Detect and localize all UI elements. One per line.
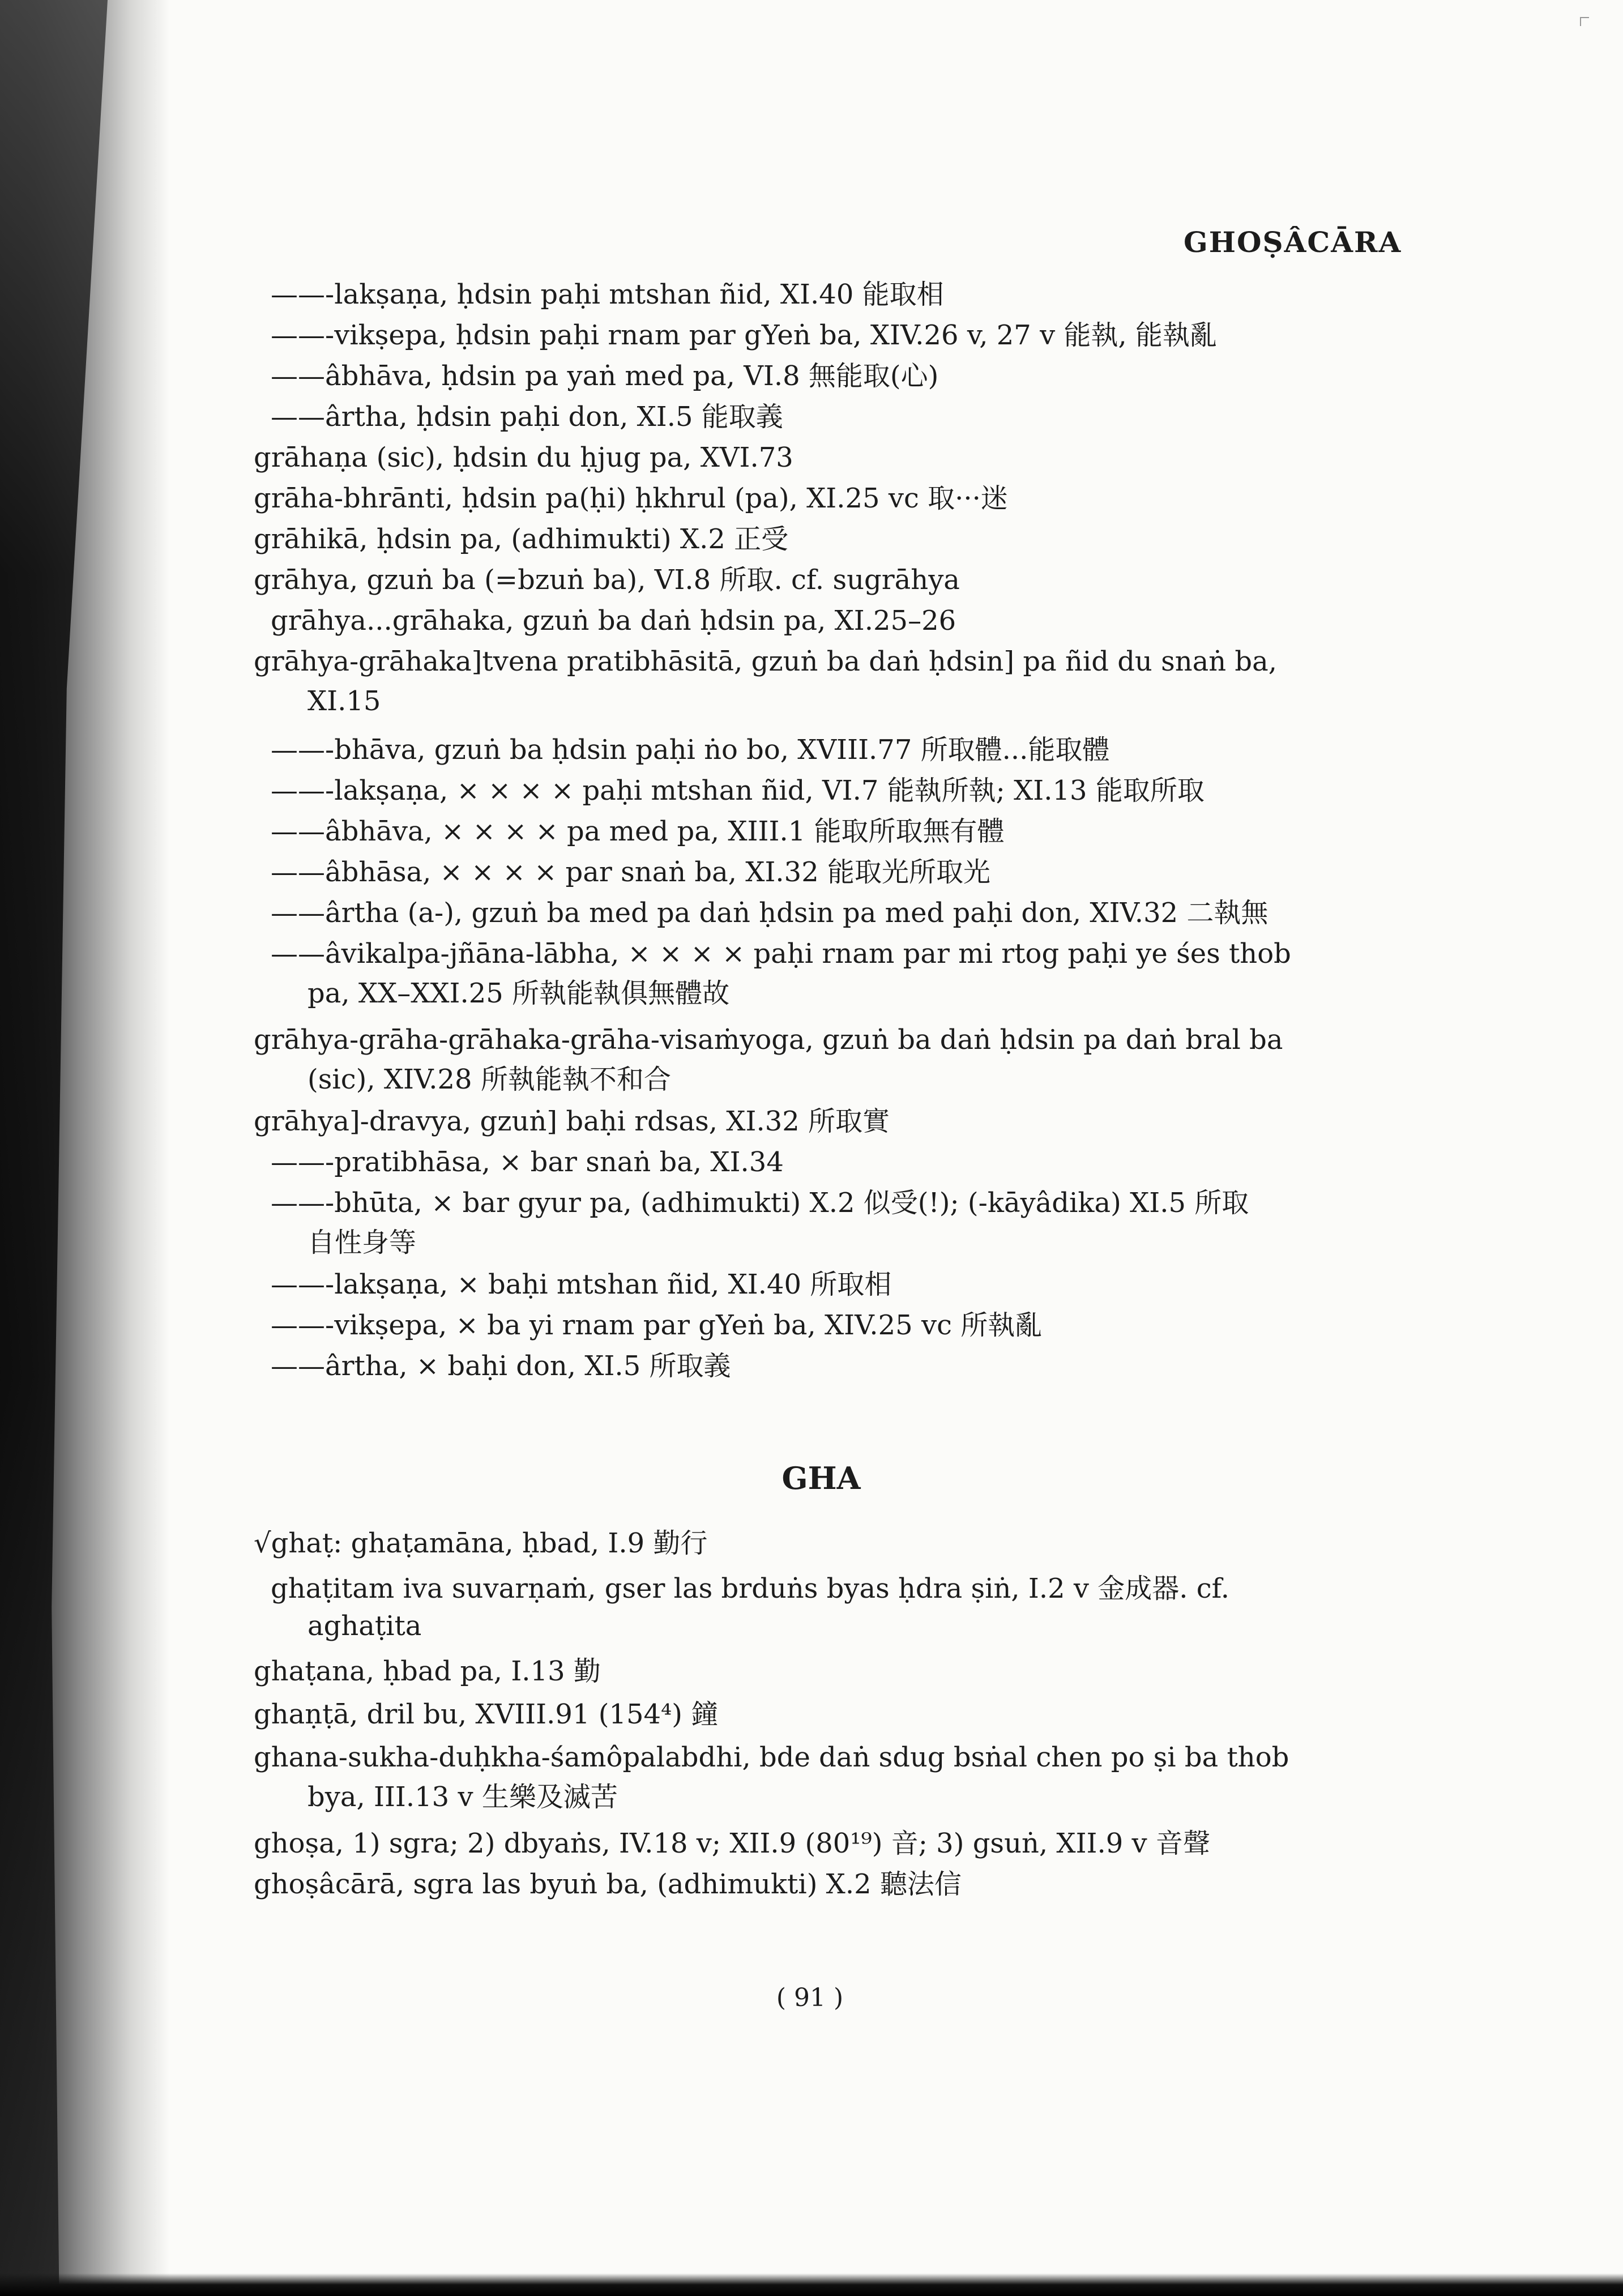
- dictionary-entry: ——âbhāsa, × × × × par snaṅ ba, XI.32 能取光所取光: [271, 856, 991, 888]
- dictionary-entry: grāhya-grāha-grāhaka-grāha-visaṁyoga, gzuṅ ba daṅ ḥdsin pa daṅ bral ba: [254, 1024, 1283, 1056]
- dictionary-entry-continuation: bya, III.13 v 生樂及滅苦: [307, 1781, 618, 1813]
- dictionary-entry: √ghaṭ: ghaṭamāna, ḥbad, I.9 勤行: [254, 1527, 708, 1559]
- dictionary-entry: ghaṭitam iva suvarṇaṁ, gser las brduṅs byas ḥdra ṣiṅ, I.2 v 金成器. cf.: [271, 1573, 1229, 1604]
- dictionary-entry: grāhya...grāhaka, gzuṅ ba daṅ ḥdsin pa, XI.25–26: [271, 605, 956, 637]
- dictionary-entry: ——âbhāva, ḥdsin pa yaṅ med pa, VI.8 無能取(心): [271, 360, 939, 392]
- dictionary-entry: ——-lakṣaṇa, × × × × paḥi mtshan ñid, VI.7 能執所執; XI.13 能取所取: [271, 775, 1205, 806]
- dictionary-entry: ——ârtha, × baḥi don, XI.5 所取義: [271, 1350, 731, 1382]
- dictionary-entry: ghoṣa, 1) sgra; 2) dbyaṅs, IV.18 v; XII.9 (80¹⁹) 音; 3) gsuṅ, XII.9 v 音聲: [254, 1828, 1210, 1859]
- dictionary-entry: ——âbhāva, × × × × pa med pa, XIII.1 能取所取無有體: [271, 816, 1005, 847]
- scan-bottom-edge: [0, 2273, 1623, 2296]
- dictionary-entry-continuation: 自性身等: [307, 1227, 417, 1258]
- dictionary-entry: ——-pratibhāsa, × bar snaṅ ba, XI.34: [271, 1146, 784, 1178]
- dictionary-entry: ghaṭana, ḥbad pa, I.13 勤: [254, 1655, 601, 1687]
- dictionary-entry: ——-bhūta, × bar gyur pa, (adhimukti) X.2 似受(!); (-kāyâdika) XI.5 所取: [271, 1187, 1249, 1219]
- dictionary-entry: grāha-bhrānti, ḥdsin pa(ḥi) ḥkhrul (pa), XI.25 vc 取···迷: [254, 483, 1008, 514]
- dictionary-entry: grāhya, gzuṅ ba (=bzuṅ ba), VI.8 所取. cf. sugrāhya: [254, 564, 960, 596]
- dictionary-entry: grāhya]-dravya, gzuṅ] baḥi rdsas, XI.32 所取實: [254, 1106, 890, 1137]
- dictionary-entry: ghaṇṭā, dril bu, XVIII.91 (154⁴) 鐘: [254, 1698, 719, 1730]
- dictionary-entry: ghana-sukha-duḥkha-śamôpalabdhi, bde daṅ sdug bsṅal chen po ṣi ba thob: [254, 1742, 1289, 1773]
- dictionary-entry: ——âvikalpa-jñāna-lābha, × × × × paḥi rnam par mi rtog paḥi ye śes thob: [271, 938, 1291, 970]
- dictionary-entry: ——-lakṣaṇa, ḥdsin paḥi mtshan ñid, XI.40 能取相: [271, 279, 944, 310]
- dictionary-entry: ——ârtha (a-), gzuṅ ba med pa daṅ ḥdsin pa med paḥi don, XIV.32 二執無: [271, 897, 1268, 929]
- dictionary-entry: grāhikā, ḥdsin pa, (adhimukti) X.2 正受: [254, 523, 789, 555]
- dictionary-entry: ghoṣâcārā, sgra las byuṅ ba, (adhimukti) X.2 聽法信: [254, 1868, 962, 1900]
- dictionary-entry-continuation: XI.15: [307, 685, 381, 717]
- dictionary-entry: ——-bhāva, gzuṅ ba ḥdsin paḥi ṅo bo, XVIII.77 所取體...能取體: [271, 734, 1110, 766]
- dictionary-entry: ——ârtha, ḥdsin paḥi don, XI.5 能取義: [271, 401, 783, 433]
- corner-mark: [1580, 17, 1589, 26]
- dictionary-entry: ——-vikṣepa, × ba yi rnam par gYeṅ ba, XIV.25 vc 所執亂: [271, 1309, 1043, 1341]
- dictionary-entry-continuation: pa, XX–XXI.25 所執能執俱無體故: [307, 978, 730, 1009]
- dictionary-entry-continuation: aghaṭita: [307, 1610, 422, 1642]
- dictionary-entry: ——-vikṣepa, ḥdsin paḥi rnam par gYeṅ ba, XIV.26 v, 27 v 能執, 能執亂: [271, 319, 1217, 351]
- running-head: GHOṢÂCĀRA: [1184, 225, 1402, 259]
- page-number: ( 91 ): [776, 1983, 844, 2012]
- dictionary-entry-continuation: (sic), XIV.28 所執能執不和合: [307, 1064, 671, 1095]
- section-heading: GHA: [781, 1460, 861, 1496]
- dictionary-entry: grāhaṇa (sic), ḥdsin du ḥjug pa, XVI.73: [254, 442, 793, 473]
- dictionary-entry: ——-lakṣaṇa, × baḥi mtshan ñid, XI.40 所取相: [271, 1269, 892, 1300]
- dictionary-entry: grāhya-grāhaka]tvena pratibhāsitā, gzuṅ ba daṅ ḥdsin] pa ñid du snaṅ ba,: [254, 646, 1278, 677]
